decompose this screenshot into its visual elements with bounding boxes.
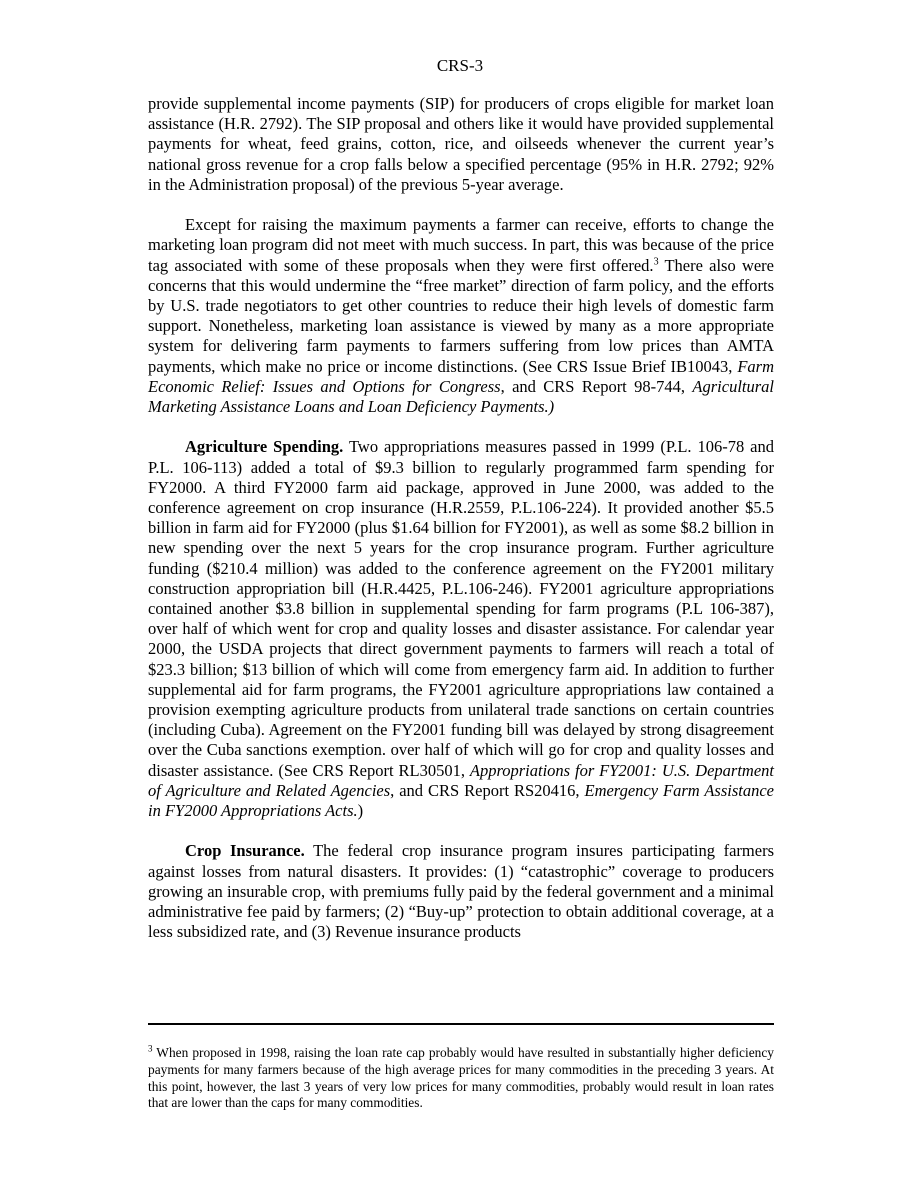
paragraph-text: , and CRS Report 98-744, [500,376,693,396]
footnote [148,1045,774,1112]
paragraph-marketing-loan [148,215,774,417]
page-header: CRS-3 [436,56,484,75]
cited-title: Appropriations for FY2001: U.S. Department of Agriculture and Related Agencies [148,760,774,800]
paragraph-text: , and CRS Report RS20416, [390,780,585,800]
section-heading: Agriculture Spending. [185,437,344,457]
paragraph-text: The federal crop insurance program insures participating farmers against losses from natural disasters. It provides: (1) “catastrophic” coverage to producers growing an insurable crop, with premiums fully paid by the federal government and a minimal administrative fee paid by farmers; (2) “Buy-up” protection to obtain additional coverage, at a less subsidized rate, and (3) Revenue insurance products [148,841,774,942]
paragraph-text: There also were concerns that this would undermine the “free market” direction of farm policy, and the efforts by U.S. trade negotiators to get other countries to reduce their high levels of domestic farm support. Nonetheless, marketing loan assistance is viewed by many as a more appropriate system for delivering farm payments to farmers suffering from low prices than AMTA payments, which make no price or income distinctions. (See CRS Issue Brief IB10043, [148,255,774,376]
paragraph-text: ) [357,801,364,821]
paragraph-text: Two appropriations measures passed in 1999 (P.L. 106-78 and P.L. 106-113) added a total of $9.3 billion to regularly programmed farm spending for FY2000. A third FY2000 farm aid package, approved in June 2000, was added to the conference agreement on crop insurance (H.R.2559, P.L.106-224). It provided another $5.5 billion in farm aid for FY2000 (plus $1.64 billion for FY2001), as well as some $8.2 billion in new spending over the next 5 years for the crop insurance program. Further agriculture funding ($210.4 million) was added to the conference agreement on the FY2001 military construction appropriation bill (H.R.4425, P.L.106-246). FY2001 agriculture appropriations contained another $3.8 billion in supplemental spending for farm programs (P.L 106-387), over half of which went for crop and quality losses and disaster assistance. For calendar year 2000, the USDA projects that direct government payments to farmers will reach a total of $23.3 billion; $13 billion of which will come from emergency farm aid. In addition to further supplemental aid for farm programs, the FY2001 agriculture appropriations law contained a provision exempting agriculture products from unilateral trade sanctions on certain countries (including Cuba). Agreement on the FY2001 funding bill was delayed by strong disagreement over the Cuba sanctions exemption. over half of which will go for crop and quality losses and disaster assistance. (See CRS Report RL30501, [148,437,775,780]
footnote-text: When proposed in 1998, raising the loan rate cap probably would have resulted in substantially higher deficiency payments for many farmers because of the high average prices for many commodities in the preceding 3 years. At this point, however, the last 3 years of very low prices for many commodities, probably would result in loan rates that are lower than the caps for many commodities. [148,1045,774,1111]
cited-title: Agricultural Marketing Assistance Loans and Loan Deficiency Payments.) [148,376,774,417]
paragraph-sip-proposal: provide supplemental income payments (SIP) for producers of crops eligible for market loan assistance (H.R. 2792). The SIP proposal and others like it would have provided supplemental payments for wheat, feed grains, cotton, rice, and oilseeds whenever the current year’s national gross revenue for a crop falls below a specified percentage (95% in H.R. 2792; 92% in the Administration proposal) of the previous 5-year average. [148,94,774,194]
footnote-reference[interactable]: 3 [653,256,659,268]
paragraph-text: Except for raising the maximum payments a farmer can receive, efforts to change the marketing loan program did not meet with much success. In part, this was because of the price tag associated with some of these proposals when they were first offered. [148,215,774,275]
paragraph-crop-insurance [148,841,774,942]
cited-title: Farm Economic Relief: Issues and Options for Congress [148,356,774,396]
paragraph-agriculture-spending [148,437,774,821]
cited-title: Emergency Farm Assistance in FY2000 Appropriations Acts. [148,780,774,821]
footnote-marker: 3 [148,1043,153,1054]
body-text [148,94,774,942]
section-heading: Crop Insurance. [185,841,305,861]
footnote-divider [148,1023,774,1025]
